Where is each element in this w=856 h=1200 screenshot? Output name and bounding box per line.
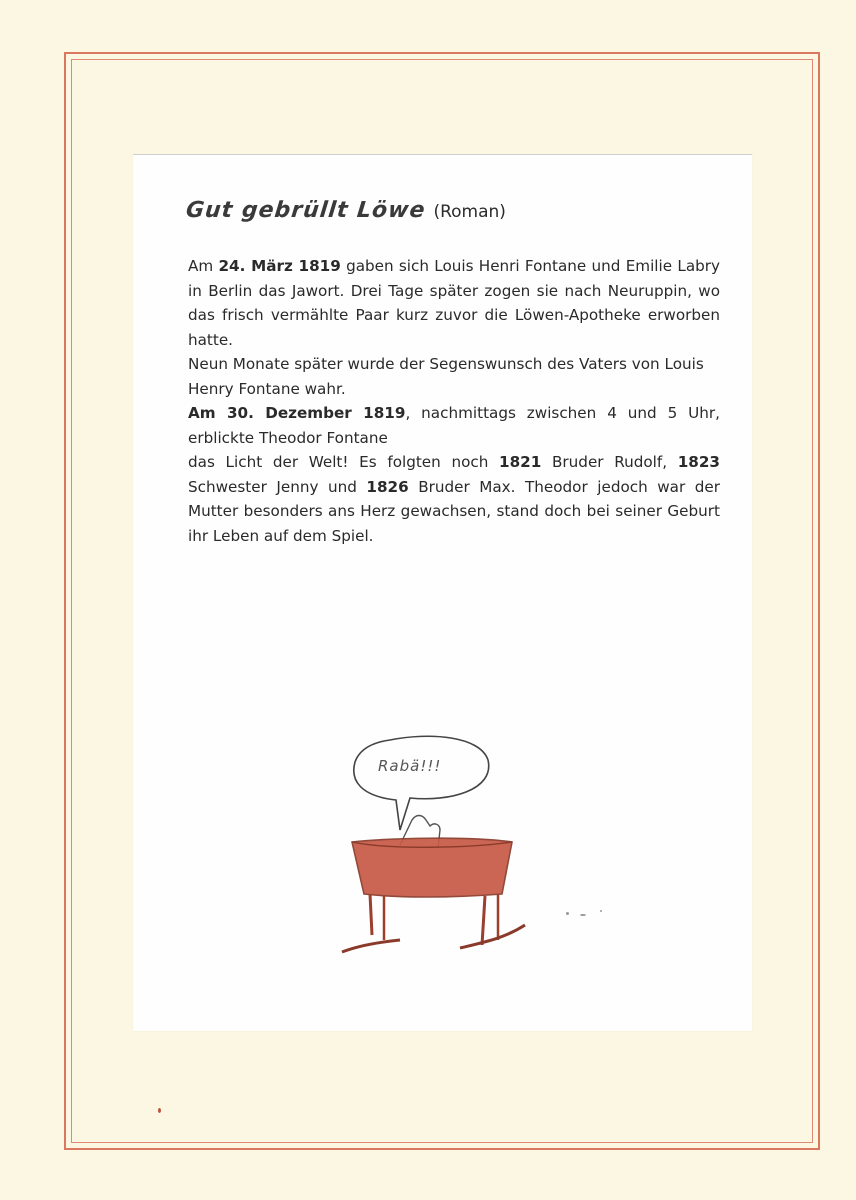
title-hand-lettered: Gut gebrüllt Löwe <box>184 198 427 223</box>
pencil-speck <box>580 914 586 916</box>
text-run: Am <box>188 257 219 275</box>
title <box>186 198 506 223</box>
bold-date: Am 30. Dezember 1819 <box>188 404 406 422</box>
paragraph: Neun Monate später wurde der Segenswunsch des Vaters von Louis Henry Fontane wahr. <box>188 355 704 398</box>
pencil-speck <box>566 912 569 915</box>
cradle-leg <box>482 896 485 945</box>
paragraph: erblickte Theodor Fontane <box>188 428 388 447</box>
story-text <box>188 254 720 548</box>
paragraph <box>188 450 720 548</box>
text-run: , nachmittags zwischen 4 und 5 Uhr, <box>405 404 720 422</box>
bold-year: 1826 <box>366 477 409 496</box>
title-genre: (Roman) <box>433 202 506 222</box>
text-run: Bruder Max. Theodor jedoch war der Mutter besonders ans Herz gewachsen, stand doch bei seiner Geburt ihr Leben auf dem Spiel. <box>188 477 720 545</box>
paragraph <box>188 254 720 352</box>
bold-year: 1823 <box>677 453 720 471</box>
cradle-drawing <box>330 730 590 970</box>
cradle-rocker <box>342 940 400 952</box>
text-run: gaben sich Louis Henri Fontane und Emilie Labry in Berlin das Jawort. Drei Tage später zogen sie nach Neuruppin, wo das frisch vermählte Paar kurz zuvor die Löwen-Apotheke erworben hatte. <box>188 257 720 349</box>
paper-edge <box>133 154 752 155</box>
speech-bubble-text: Rabä!!! <box>378 757 442 775</box>
bold-year: 1821 <box>499 453 542 471</box>
cradle-rocker <box>460 925 525 948</box>
text-run: Schwester Jenny und <box>188 477 367 496</box>
pencil-speck <box>158 1108 161 1113</box>
text-run: Bruder Rudolf, <box>541 453 678 471</box>
text-run: das Licht der Welt! Es folgten noch <box>188 453 500 471</box>
paragraph <box>188 401 720 426</box>
pencil-speck <box>600 910 602 912</box>
cradle-leg <box>370 894 372 935</box>
bold-date: 24. März 1819 <box>218 257 341 275</box>
